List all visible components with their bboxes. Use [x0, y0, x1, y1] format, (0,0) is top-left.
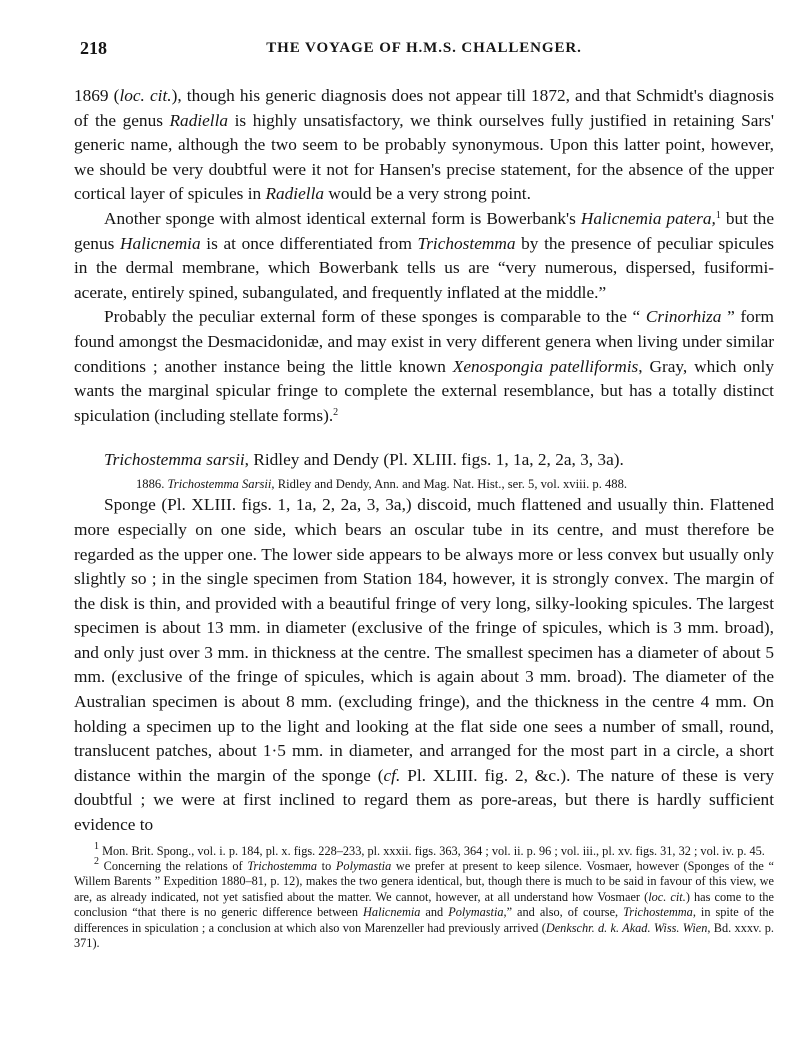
text-span: Another sponge with almost identical external form is Bowerbank's	[104, 208, 581, 228]
text-span: ” form found amongst the Desmacidonidæ, and may exist in very different genera when living under similar conditions ; another instance being the little known	[74, 307, 774, 376]
genus-name: Halicnemia	[119, 233, 201, 253]
footnote-2	[74, 856, 774, 951]
genus-name: Trichostemma	[417, 233, 516, 253]
italic-term: loc. cit.	[648, 889, 686, 904]
text-span: is highly unsatisfactory, we think ourselves fully justified in retaining Sars' generic name, although the two seem to be probably synonymous. Upon this latter point, however, we should be very doubtful were it not for Hansen's precise statement, for the absence of the upper cortical layer of spicules in	[74, 110, 774, 204]
text-span: ” and also, of course,	[506, 905, 624, 920]
italic-term: cf.	[383, 765, 401, 785]
footnote-mark: 2	[94, 856, 99, 868]
text-span: we prefer at present to keep silence. Vosmaer, however (Sponges of the “ Willem Barents ” Expedition 1880–81, p. 12), makes the two genera identical, but, though there is much to be said in favour of this view, we are, as already indicated, not yet satisfied about the matter. We cannot, however, at all understand how Vosmaer (	[74, 859, 774, 904]
genus-name: Polymastia	[335, 859, 392, 874]
italic-term: loc. cit.	[119, 86, 172, 105]
text-span: ) has come to the conclusion “that there is no generic difference between	[74, 889, 774, 920]
genus-name: Crinorhiza	[645, 307, 722, 327]
text-span: , in spite of the differences in spiculation ; a conclusion at which also von Marenzeller had previously arrived (	[74, 905, 774, 935]
genus-name: Trichostemma	[623, 905, 693, 920]
genus-name: Trichostemma	[247, 859, 318, 874]
text-span: , Gray, which only wants the marginal spicular fringe to complete the external resemblance, but has a totally distinct spiculation (including stellate forms).	[74, 356, 775, 425]
genus-name: Radiella	[169, 110, 229, 130]
citation-rest: , Ridley and Dendy, Ann. and Mag. Nat. Hist., ser. 5, vol. xviii. p. 488.	[271, 477, 628, 492]
page	[74, 38, 774, 951]
page-number: 218	[80, 38, 107, 58]
species-title: Trichostemma sarsii	[104, 450, 245, 470]
footnote-ref[interactable]: 2	[333, 406, 339, 418]
text-span: 1869 (	[74, 86, 120, 105]
footnote-mark: 1	[94, 840, 99, 852]
synonymy-citation	[74, 475, 774, 493]
species-heading	[74, 448, 774, 472]
text-span: Sponge (Pl. XLIII. figs. 1, 1a, 2, 2a, 3, 3a,) discoid, much flattened and usually thin. Flattened more especially on one side, which bears an oscular tube in its centre, and must therefore be regarded as the upper one. The lower side appears to be always more or less convex but usually only slightly so ; in the single specimen from Station 184, however, it is strongly convex. The margin of the disk is thin, and provided with a beautiful fringe of very long, silky-looking spicules. The largest specimen is about 13 mm. in diameter (exclusive of the fringe of spicules, which is 3 mm. broad), and only just over 3 mm. in thickness at the centre. The smallest specimen has a diameter of about 5 mm. (exclusive of the fringe of spicules, which is again about 3 mm. broad). The diameter of the Australian specimen is about 8 mm. (excluding fringe), and the thickness in the centre 4 mm. On holding a specimen up to the light and looking at the flat side one sees a number of small, round, translucent patches, about 1·5 mm. in diameter, and arranged for the most part in a circle, a short distance within the margin of the sponge (	[74, 495, 774, 785]
species-heading-rest: , Ridley and Dendy (Pl. XLIII. figs. 1, 1a, 2, 2a, 3, 3a).	[244, 450, 624, 470]
genus-name: Polymastia,	[448, 905, 507, 920]
paragraph-2	[74, 207, 774, 305]
text-span: but the genus	[74, 208, 774, 253]
text-span: Probably the peculiar external form of these sponges is comparable to the “	[104, 307, 646, 327]
species-name: Halicnemia patera,	[580, 208, 716, 228]
species-name: Xenospongia patelliformis	[452, 356, 639, 376]
description-paragraph	[74, 493, 774, 837]
text-span: by the presence of peculiar spicules in the dermal membrane, which Bowerbank tells us are “very numerous, dispersed, fusiformi-acerate, entirely spined, subangulated, and frequently inflated at the middle.”	[74, 233, 774, 302]
page-header	[74, 38, 774, 64]
genus-name: Halicnemia	[363, 905, 421, 920]
footnote-1	[74, 840, 774, 859]
citation-name: Trichostemma Sarsii	[167, 477, 272, 492]
text-span: to	[317, 859, 336, 874]
footnote-text: Mon. Brit. Spong., vol. i. p. 184, pl. x. figs. 228–233, pl. xxxii. figs. 363, 364 ; vol. ii. p. 96 ; vol. iii., pl. xv. figs. 31, 32 ; vol. iv. p. 45.	[99, 843, 765, 858]
journal-title: Denkschr. d. k. Akad. Wiss. Wien	[545, 920, 708, 935]
genus-name: Radiella	[265, 184, 325, 204]
paragraph-1	[74, 84, 774, 207]
paragraph-3	[74, 305, 774, 428]
footnote-ref[interactable]: 1	[715, 209, 721, 221]
text-span: and	[420, 905, 449, 920]
citation-year: 1886.	[136, 477, 168, 492]
text-span: is at once differentiated from	[200, 233, 418, 253]
text-span: would be a very strong point.	[324, 184, 531, 204]
text-span: ), though his generic diagnosis does not appear till 1872, and that Schmidt's diagnosis of the genus	[74, 86, 774, 130]
running-title: THE VOYAGE OF H.M.S. CHALLENGER.	[266, 40, 582, 56]
text-span: Pl. XLIII. fig. 2, &c.). The nature of these is very doubtful ; we were at first inclined to regard them as pore-areas, but there is hardly sufficient evidence to	[74, 765, 775, 835]
text-span: Concerning the relations of	[99, 859, 248, 874]
main-text	[74, 84, 774, 838]
footnotes	[74, 840, 774, 952]
text-span: , Bd. xxxv. p. 371).	[74, 920, 774, 951]
